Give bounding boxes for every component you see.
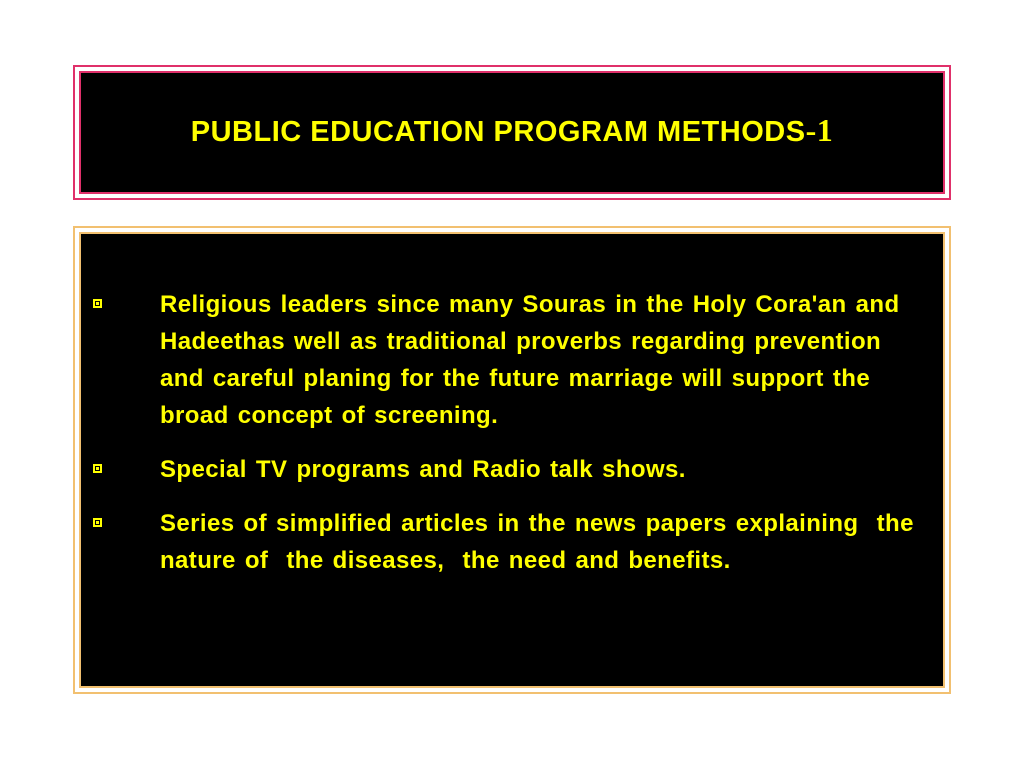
bullet-item [81, 451, 943, 488]
bullet-list [81, 286, 943, 596]
slide-title [191, 112, 833, 149]
content-frame [73, 226, 951, 694]
bullet-text: Religious leaders since many Souras in the Holy Cora'an and Hadeethas well as traditional proverbs regarding prevention and careful planing for the future marriage will support the broad concept of screening. [160, 291, 900, 429]
content-panel [79, 232, 945, 688]
square-bullet-icon [93, 464, 102, 473]
bullet-text: Series of simplified articles in the news papers explaining the nature of the diseases, the need and benefits. [160, 510, 923, 574]
title-frame [73, 65, 951, 200]
title-panel [79, 71, 945, 194]
bullet-text: Special TV programs and Radio talk shows. [160, 456, 686, 483]
bullet-item [81, 286, 943, 434]
slide-title-suffix: -1 [805, 112, 834, 148]
square-bullet-icon [93, 518, 102, 527]
bullet-item [81, 505, 943, 579]
square-bullet-icon [93, 299, 102, 308]
slide-title-text: PUBLIC EDUCATION PROGRAM METHODS [190, 116, 806, 148]
